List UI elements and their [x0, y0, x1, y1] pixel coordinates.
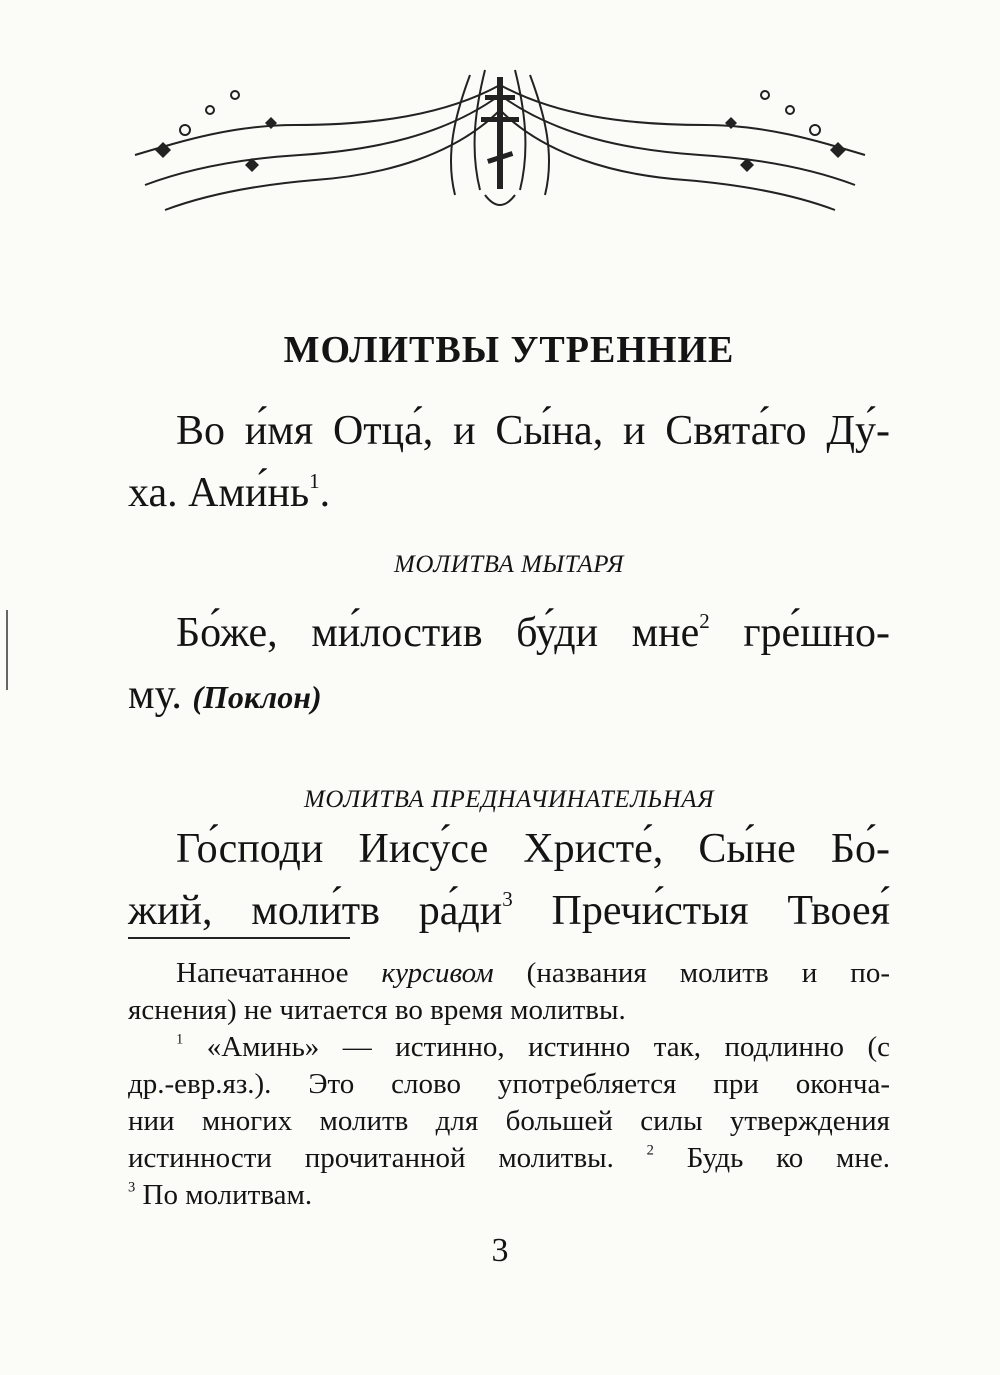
intro-italic: курсивом — [381, 957, 494, 989]
footnote-intro-line-1 — [128, 955, 890, 992]
footnote-ref-1: 1 — [309, 469, 320, 494]
footnote-3-text: По молитвам. — [135, 1179, 313, 1211]
publican-line-1 — [128, 602, 890, 664]
prayer-publican-title: МОЛИТВА МЫТАРЯ — [394, 551, 624, 578]
footnote-1-text-d: истинности прочитанной молитвы. — [128, 1142, 647, 1174]
opening-line-2-end: . — [319, 470, 331, 516]
footnote-2-text: Будь ко мне. — [653, 1142, 890, 1174]
footnotes — [128, 955, 890, 1214]
initial-line-2a: жий, моли́тв ра́ди — [128, 888, 503, 934]
footnote-1-line-4 — [128, 1140, 890, 1177]
initial-line-2b: Пречи́стыя Твоея́ — [512, 888, 890, 934]
publican-line-1-end: гре́шно- — [709, 610, 890, 656]
opening-line-2-text: ха. Ами́нь — [128, 470, 310, 516]
intro-text-a: Напечатанное — [176, 957, 382, 989]
intro-text-b: (названия молитв и по- — [493, 957, 890, 989]
prayer-initial — [128, 818, 890, 942]
footnote-mark-3: 3 — [128, 1179, 136, 1196]
publican-line-2 — [128, 672, 322, 718]
footnote-intro-line-2: яснения) не читается во время молитвы. — [128, 994, 626, 1026]
footnote-3-line — [128, 1177, 890, 1214]
publican-line-1-text: Бо́же, ми́лостив бу́ди мне — [176, 610, 700, 656]
opening-line-1: Во и́мя Отца́, и Сы́на, и Свята́го Ду́- — [176, 408, 890, 454]
opening-line-2 — [128, 470, 330, 516]
prayer-initial-title: МОЛИТВА ПРЕДНАЧИНАТЕЛЬНАЯ — [304, 786, 714, 813]
footnote-ref-2: 2 — [699, 609, 710, 634]
footnote-divider — [128, 937, 350, 939]
initial-line-2 — [128, 880, 890, 942]
footnote-mark-1: 1 — [176, 1031, 184, 1048]
footnote-ref-3: 3 — [502, 887, 513, 912]
footnote-1-line-1 — [128, 1029, 890, 1066]
initial-line-1: Го́споди Иису́се Христе́, Сы́не Бо́- — [176, 826, 890, 872]
opening-invocation — [128, 400, 890, 524]
footnote-1-line-2: др.-евр.яз.). Это слово употребляется при оконча- — [128, 1068, 890, 1100]
page-number: 3 — [491, 1232, 509, 1269]
footnote-1-text-a: «Аминь» — истинно, истинно так, подлинно (с — [183, 1031, 890, 1063]
publican-line-2-text: му. — [128, 672, 182, 718]
scan-edge-mark — [6, 610, 8, 690]
page-title: МОЛИТВЫ УТРЕННИЕ — [283, 329, 735, 371]
bow-instruction: (Поклон) — [192, 679, 322, 715]
footnote-1-line-3: нии многих молитв для большей силы утверждения — [128, 1105, 890, 1137]
decorative-ornament-cross — [125, 55, 875, 220]
prayer-publican — [128, 602, 890, 728]
footnote-mark-2: 2 — [646, 1142, 654, 1159]
